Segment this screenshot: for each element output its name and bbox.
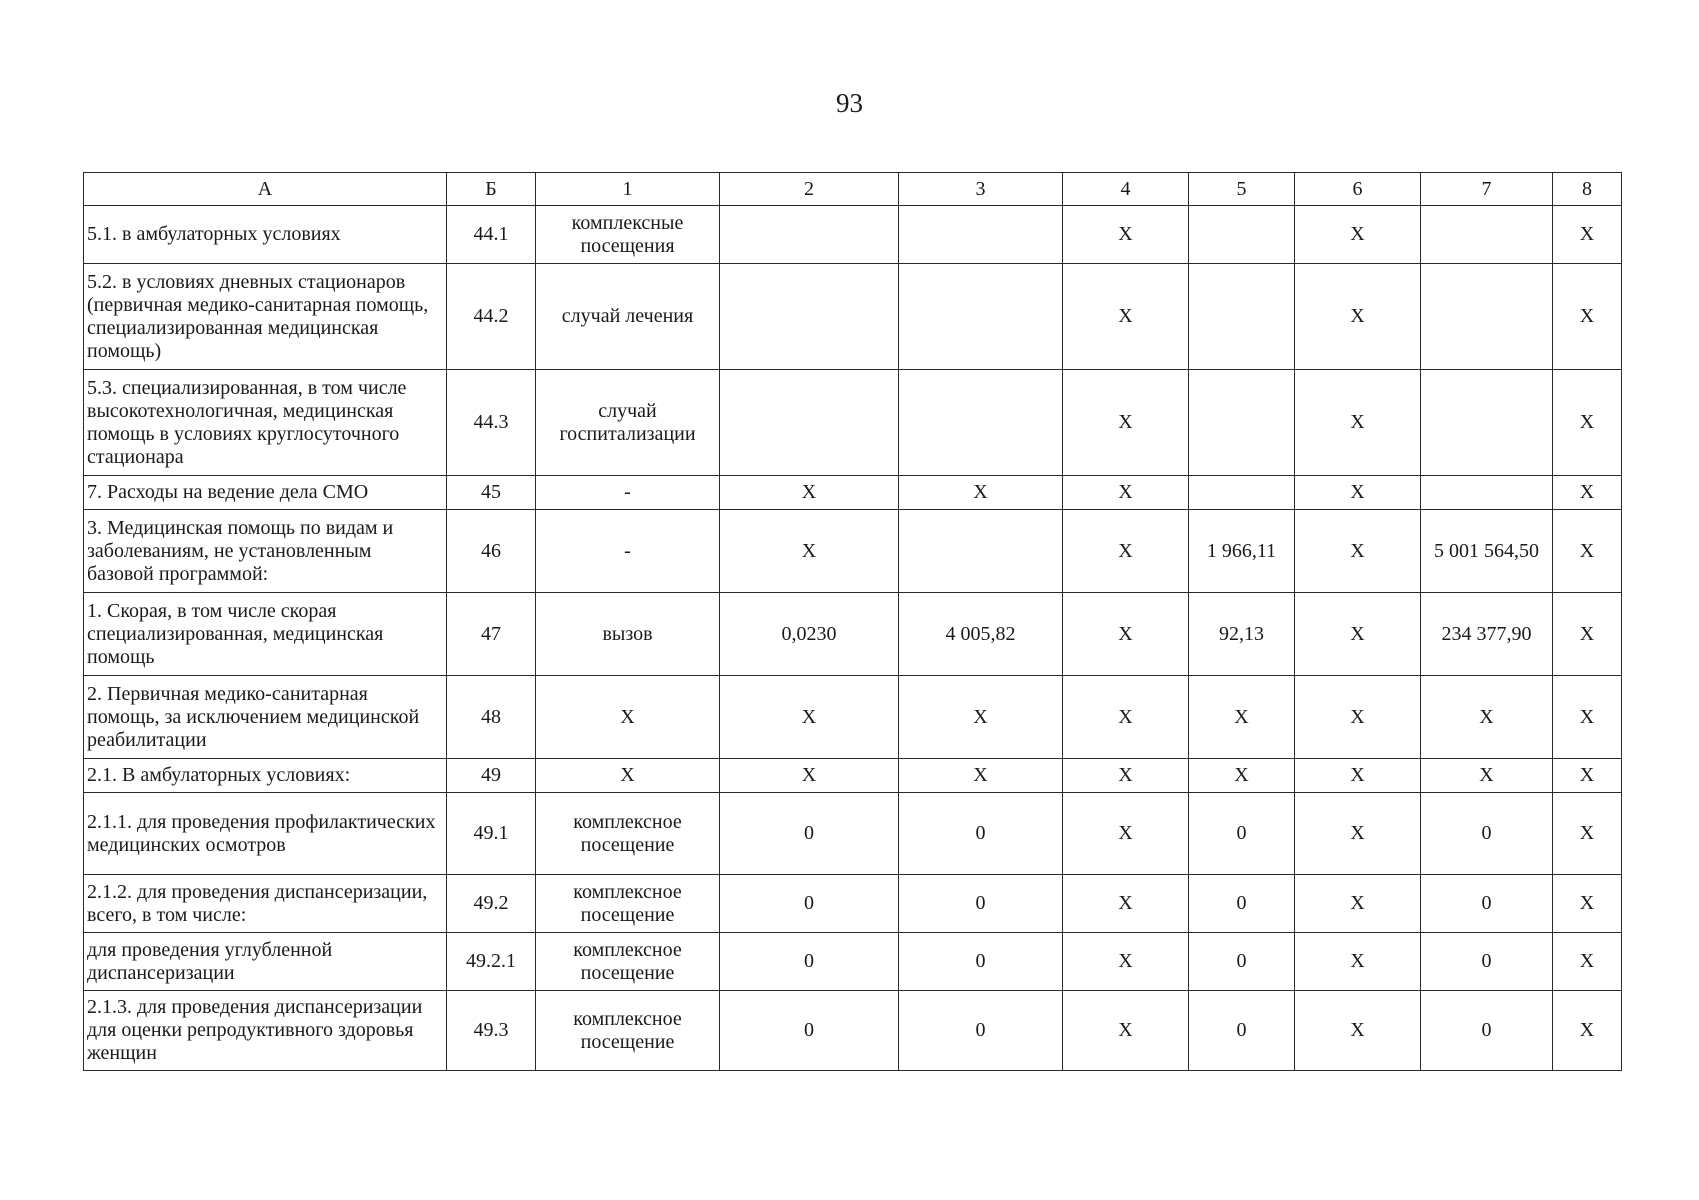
- row-cell-6: X: [1295, 476, 1421, 510]
- row-cell-8: X: [1553, 759, 1622, 793]
- row-code-cell: 49.3: [447, 991, 536, 1071]
- row-code-cell: 49.2.1: [447, 933, 536, 991]
- row-cell-5: 1 966,11: [1189, 510, 1295, 593]
- header-cell-7: 7: [1421, 173, 1553, 206]
- row-cell-8: X: [1553, 991, 1622, 1071]
- row-unit-cell: комплексное посещение: [536, 991, 720, 1071]
- row-unit-cell: X: [536, 676, 720, 759]
- row-cell-3: 0: [899, 793, 1063, 875]
- header-cell-1: 1: [536, 173, 720, 206]
- row-cell-8: X: [1553, 593, 1622, 676]
- row-cell-7: [1421, 264, 1553, 370]
- row-unit-cell: комплексное посещение: [536, 933, 720, 991]
- row-cell-5: 92,13: [1189, 593, 1295, 676]
- row-unit-cell: комплексное посещение: [536, 875, 720, 933]
- table-row: [84, 933, 1622, 991]
- row-cell-4: X: [1063, 875, 1189, 933]
- row-cell-7: 0: [1421, 933, 1553, 991]
- row-cell-6: X: [1295, 206, 1421, 264]
- row-name-cell: 5.1. в амбулаторных условиях: [84, 206, 447, 264]
- row-name-cell: 3. Медицинская помощь по видам и заболеваниям, не установленным базовой программой:: [84, 510, 447, 593]
- row-unit-cell: вызов: [536, 593, 720, 676]
- row-cell-7: 234 377,90: [1421, 593, 1553, 676]
- row-name-cell: 2.1.2. для проведения диспансеризации, всего, в том числе:: [84, 875, 447, 933]
- row-cell-8: X: [1553, 370, 1622, 476]
- row-cell-5: 0: [1189, 991, 1295, 1071]
- row-cell-3: X: [899, 676, 1063, 759]
- row-cell-5: X: [1189, 676, 1295, 759]
- header-cell-4: 4: [1063, 173, 1189, 206]
- data-table: [83, 172, 1622, 1071]
- row-name-cell: 7. Расходы на ведение дела СМО: [84, 476, 447, 510]
- row-name-cell: 2.1.1. для проведения профилактических медицинских осмотров: [84, 793, 447, 875]
- row-cell-4: X: [1063, 264, 1189, 370]
- row-cell-3: [899, 510, 1063, 593]
- table-row: [84, 593, 1622, 676]
- row-cell-8: X: [1553, 476, 1622, 510]
- row-unit-cell: случай лечения: [536, 264, 720, 370]
- row-cell-7: [1421, 370, 1553, 476]
- header-cell-6: 6: [1295, 173, 1421, 206]
- row-name-cell: 2.1. В амбулаторных условиях:: [84, 759, 447, 793]
- row-code-cell: 49: [447, 759, 536, 793]
- row-cell-5: [1189, 264, 1295, 370]
- row-cell-2: 0,0230: [720, 593, 899, 676]
- row-cell-4: X: [1063, 991, 1189, 1071]
- row-code-cell: 49.1: [447, 793, 536, 875]
- row-cell-5: 0: [1189, 875, 1295, 933]
- row-name-cell: 1. Скорая, в том числе скорая специализированная, медицинская помощь: [84, 593, 447, 676]
- row-code-cell: 45: [447, 476, 536, 510]
- row-cell-4: X: [1063, 510, 1189, 593]
- row-cell-4: X: [1063, 206, 1189, 264]
- row-unit-cell: случай госпитализации: [536, 370, 720, 476]
- row-cell-8: X: [1553, 206, 1622, 264]
- row-code-cell: 44.2: [447, 264, 536, 370]
- header-row: [84, 173, 1622, 206]
- row-cell-8: X: [1553, 793, 1622, 875]
- row-cell-4: X: [1063, 476, 1189, 510]
- row-cell-5: 0: [1189, 793, 1295, 875]
- row-cell-6: X: [1295, 264, 1421, 370]
- table-row: [84, 206, 1622, 264]
- row-cell-3: [899, 206, 1063, 264]
- row-cell-3: 0: [899, 933, 1063, 991]
- row-name-cell: 2. Первичная медико-санитарная помощь, за исключением медицинской реабилитации: [84, 676, 447, 759]
- row-code-cell: 49.2: [447, 875, 536, 933]
- row-cell-7: 0: [1421, 875, 1553, 933]
- row-unit-cell: комплексное посещение: [536, 793, 720, 875]
- row-cell-8: X: [1553, 510, 1622, 593]
- row-cell-2: 0: [720, 793, 899, 875]
- row-name-cell: 5.3. специализированная, в том числе высокотехнологичная, медицинская помощь в условиях круглосуточного стационара: [84, 370, 447, 476]
- row-cell-4: X: [1063, 676, 1189, 759]
- table-row: [84, 793, 1622, 875]
- row-cell-2: [720, 264, 899, 370]
- row-code-cell: 44.1: [447, 206, 536, 264]
- row-cell-6: X: [1295, 510, 1421, 593]
- row-cell-6: X: [1295, 933, 1421, 991]
- row-cell-8: X: [1553, 875, 1622, 933]
- row-cell-4: X: [1063, 793, 1189, 875]
- table-row: [84, 875, 1622, 933]
- row-cell-7: 5 001 564,50: [1421, 510, 1553, 593]
- row-cell-6: X: [1295, 875, 1421, 933]
- row-cell-6: X: [1295, 676, 1421, 759]
- table-row: [84, 676, 1622, 759]
- table-row: [84, 370, 1622, 476]
- header-cell-a: А: [84, 173, 447, 206]
- row-name-cell: 2.1.3. для проведения диспансеризации для оценки репродуктивного здоровья женщин: [84, 991, 447, 1071]
- row-cell-2: X: [720, 759, 899, 793]
- row-cell-5: 0: [1189, 933, 1295, 991]
- row-cell-5: [1189, 476, 1295, 510]
- row-name-cell: 5.2. в условиях дневных стационаров (первичная медико-санитарная помощь, специализированная медицинская помощь): [84, 264, 447, 370]
- row-cell-5: X: [1189, 759, 1295, 793]
- header-cell-8: 8: [1553, 173, 1622, 206]
- row-cell-4: X: [1063, 933, 1189, 991]
- header-cell-5: 5: [1189, 173, 1295, 206]
- row-code-cell: 48: [447, 676, 536, 759]
- row-cell-2: 0: [720, 991, 899, 1071]
- row-name-cell: для проведения углубленной диспансеризации: [84, 933, 447, 991]
- row-cell-2: X: [720, 510, 899, 593]
- row-cell-4: X: [1063, 759, 1189, 793]
- row-cell-2: 0: [720, 875, 899, 933]
- row-cell-3: X: [899, 476, 1063, 510]
- row-unit-cell: -: [536, 476, 720, 510]
- table-row: [84, 264, 1622, 370]
- row-cell-7: 0: [1421, 793, 1553, 875]
- row-cell-8: X: [1553, 264, 1622, 370]
- row-cell-6: X: [1295, 593, 1421, 676]
- row-cell-3: 4 005,82: [899, 593, 1063, 676]
- row-cell-5: [1189, 370, 1295, 476]
- row-code-cell: 44.3: [447, 370, 536, 476]
- row-cell-2: X: [720, 476, 899, 510]
- row-cell-7: X: [1421, 676, 1553, 759]
- row-cell-7: [1421, 476, 1553, 510]
- row-unit-cell: X: [536, 759, 720, 793]
- row-cell-8: X: [1553, 933, 1622, 991]
- row-cell-3: X: [899, 759, 1063, 793]
- row-cell-6: X: [1295, 370, 1421, 476]
- row-code-cell: 46: [447, 510, 536, 593]
- header-cell-3: 3: [899, 173, 1063, 206]
- row-cell-6: X: [1295, 759, 1421, 793]
- row-cell-3: [899, 370, 1063, 476]
- row-cell-2: [720, 370, 899, 476]
- header-cell-b: Б: [447, 173, 536, 206]
- table-row: [84, 759, 1622, 793]
- header-cell-2: 2: [720, 173, 899, 206]
- table-row: [84, 476, 1622, 510]
- table-row: [84, 510, 1622, 593]
- row-cell-6: X: [1295, 991, 1421, 1071]
- row-cell-2: 0: [720, 933, 899, 991]
- row-code-cell: 47: [447, 593, 536, 676]
- row-unit-cell: комплексные посещения: [536, 206, 720, 264]
- row-unit-cell: -: [536, 510, 720, 593]
- row-cell-5: [1189, 206, 1295, 264]
- row-cell-7: 0: [1421, 991, 1553, 1071]
- page-number: 93: [836, 88, 863, 118]
- row-cell-3: [899, 264, 1063, 370]
- row-cell-2: X: [720, 676, 899, 759]
- row-cell-3: 0: [899, 991, 1063, 1071]
- row-cell-2: [720, 206, 899, 264]
- row-cell-7: [1421, 206, 1553, 264]
- table-row: [84, 991, 1622, 1071]
- row-cell-7: X: [1421, 759, 1553, 793]
- row-cell-4: X: [1063, 370, 1189, 476]
- row-cell-3: 0: [899, 875, 1063, 933]
- row-cell-4: X: [1063, 593, 1189, 676]
- row-cell-6: X: [1295, 793, 1421, 875]
- row-cell-8: X: [1553, 676, 1622, 759]
